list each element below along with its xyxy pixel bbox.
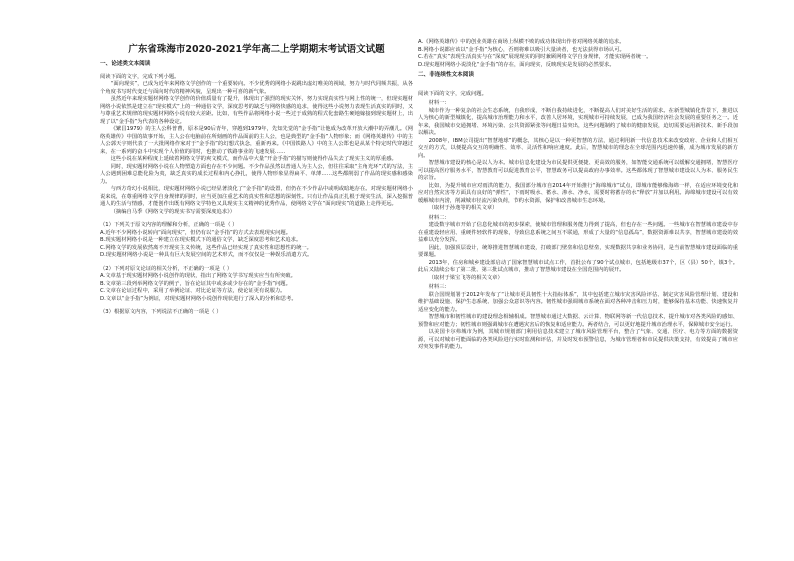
question-1: （1）下列关于原文内容的理解和分析，正确的一项是（ ） (100, 222, 238, 228)
material-3-label: 材料三： (428, 284, 450, 290)
article-paragraph: 同时，现实题材网络小说在人物塑造方面也存在不少问题。不少作品虽然以普通人为主人公，但往往采取“主角光环”式的写法，主人公遇到困难总能化险为夷，缺乏真实的成长过程和内心挣扎，使得人物形象显得扁平、单薄……这些都削弱了作品的现实感和感染力。 (100, 163, 413, 185)
material-1-label: 材料一： (428, 100, 450, 106)
document-title: 广东省珠海市2020-2021学年高二上学期期末考试语文试题 (128, 44, 385, 55)
question-1-option-d: D.现实题材网络小说是一种具有巨大发展空间的艺术形式，而不仅仅是一种娱乐消遣方式。 (100, 252, 313, 258)
material-2-source: （取材于梁宝飞等的相关文章） (428, 274, 503, 281)
question-1-option-c: C.网络文学的发展依然离不开现实主义传统，这些作品已经实现了真实性和思想性的统一。 (100, 244, 312, 251)
question-1-option-b: B.现实题材网络小说是一种建立在现实模式下的通俗文学，缺乏深度思考和艺术追求。 (100, 237, 302, 243)
material-3-paragraph: 以美国卡尔弗城市为例，其城市规划部门利用信息技术建立了城市风险管理平台，整合了气象、交通、医疗、电力等方面的数据资源，可以对城市可能面临的各类风险进行实时监测和评估，并及时发布预警信息，为城市管理者和市民提供决策支持，有效提高了城市应对突发事件的能力。 (418, 329, 738, 350)
question-2-option-c: C.文章在论证过程中，采用了举例论证、对比论证等方法，使论证更有说服力。 (100, 288, 286, 294)
instruction-text: 阅读下面的文字，完成问题。 (418, 90, 487, 97)
material-2-paragraph: 2013年，住房和城乡建设部启动了国家智慧城市试点工作，首批公布了90个试点城市，包括地级市37个，区（县）50个，镇3个。此后又陆续公布了第二批、第三批试点城市，推动了智慧城市建设在全国范围内的展开。 (418, 259, 738, 273)
article-source: （摘编自马季《网络文学的现实书写需要深度追求》） (110, 208, 236, 215)
question-3-option-c: C.若在“真实”表现生活真实与在“深度”展现现实的同时兼顾网络文学自身规律，才能实现两者统一。 (418, 54, 652, 60)
question-3-option-b: B.网络小说都应该以“金手指”为核心，否则将难以吸引大量读者，也无法获得市场认可。 (418, 46, 625, 53)
material-1-paragraph: 2008年，IBM公司提出“智慧地球”的概念，其核心是以一种更智慧的方法，通过利用新一代信息技术来改变政府、企业和人们相互交互的方式，以便提高交互的明确性、效率、灵活性和响应速度。此后，智慧城市的理念在全球范围内迅速传播，成为城市发展的新方向。 (418, 137, 738, 159)
article-paragraph: 《繁昌1979》的主人公科普曹，原本是90后青年，穿越到1979年，先知先觉的“金手指”让他成为改革开放大潮中的弄潮儿。《网络英雄传》中国的故事开始，主人公在电脑前在所刻画的作品面前的主人公，也是典型的“金手指”人物形象；而《网络英雄传》中的主人公郭天宇则代表了一大批网络作家对于“金手指”的幻想式执念，重新再来。《中国铁路人》中的主人公郑也是从某个特定时代穿越过来，在一系列的奋斗中实现个人价值的同时，也推动了铁路事业的飞速发展…… (100, 126, 413, 155)
material-3-paragraph: 联合国规划署于2012年发布了“让城市更具韧性十大指标体系”，其中包括建立城市灾害风险评估、制定灾害风险管理计划、建设和维护基础设施、保护生态系统、加强公众意识等内容。韧性城市强调城市系统在面对各种冲击和压力时，能够保持基本功能、快速恢复并适应变化的能力。 (418, 291, 738, 313)
material-1-paragraph: 比如，为提升城市应对雨洪的能力，我国部分城市自2014年开始推行“海绵城市”试点，即城市能够像海绵一样，在适应环境变化和应对自然灾害等方面具有良好的“弹性”，下雨时吸水、蓄水、渗水、净水，需要时将蓄存的水“释放”并加以利用。海绵城市建设可以有效缓解城市内涝，削减城市径流污染负荷，节约水资源，保护和改善城市生态环境。 (418, 182, 738, 204)
question-3: （3）根据原文内容，下列说法不正确的一项是（ ） (100, 309, 222, 315)
article-paragraph: 与西方奇幻小说相比，现实题材网络小说已经显著淡化了“金手指”的设置，但仍在不少作品中或明或暗地存在。对现实题材网络小说来说，在尊重网络文学自身规律的同时，应当更加注重艺术的真实性和思想的深刻性。只有让作品真正扎根于现实生活，深入挖掘普通人的生活与情感，才能创作出既有网络文学特色又具现实主义精神的优秀作品，使网络文学在“面向现实”的道路上走得更远。 (100, 186, 413, 207)
question-2-option-d: D.文章以“金手指”为例证，对现实题材网络小说创作现状进行了深入的分析和思考。 (100, 295, 297, 302)
instruction-text: 阅读下面的文字，完成下列小题。 (100, 73, 180, 80)
section-heading-1: 一、论述类文本阅读 (100, 61, 151, 67)
material-2-paragraph: 建设数字城市开始了信息化城市的初步探索，使城市管理和服务能力得到了提高，但也存在一些问题。一些城市在智慧城市建设中存在重建设轻应用、重硬件轻软件的现象，导致信息系统之间互不联通，形成了大量的“信息孤岛”，数据资源难以共享，智慧城市建设的效益难以充分发挥。 (418, 222, 738, 243)
question-2-option-b: B.文章第三段列举网络文学的例子，旨在论证其中或多或少存在的“金手指”问题。 (100, 280, 291, 287)
material-1-paragraph: 城市作为一种复杂的社会生态系统，自我形成，不断自我持续进化，不断提高人们对美好生活的需求。在新型城镇化背景下，推进以人为核心的新型城镇化，提高城市治理能力和水平，改善人居环境，实现城市可持续发展，已成为我国经济社会发展的重要任务之一。近年来，我国城市交通拥堵、环境污染、公共资源紧张等问题日益突出，这些问题制约了城市的健康发展，迫切需要运用新技术、新手段加以解决。 (418, 107, 738, 136)
left-column (100, 0, 413, 561)
article-intro: “面向现实”，已成为近年来网络文学创作的一个重要转向。不少优秀的网络小说跳出虚幻唯美的视域，努力与时代同频共振，从各个角度书写时代变迁与面向时代的精神风貌，呈现出一种可喜的新气象。 (100, 81, 413, 95)
material-3-paragraph: 智慧城市和韧性城市的建设理念相辅相成。智慧城市通过大数据、云计算、物联网等新一代信息技术，提升城市对各类风险的感知、预警和应对能力；韧性城市则强调城市在遭遇灾害后的恢复和适应能力。两者结合，可以更好地提升城市治理水平，保障城市安全运行。 (418, 314, 738, 328)
material-1-source: （取材于孙逸等的相关文章） (428, 205, 498, 211)
section-heading-2: 二、非连续性文本阅读 (418, 72, 474, 78)
material-1-paragraph: 智慧城市建设的核心是以人为本。城市信息化建设为市民提供更便捷、更高效的服务，如智能交通系统可以缓解交通拥堵，智慧医疗可以提高医疗服务水平，智慧教育可以促进教育公平，智慧政务可以提高政府办事效率。这些都体现了智慧城市建设以人为本、服务民生的宗旨。 (418, 160, 738, 181)
article-paragraph: 虽然近年来现实题材网络文学创作的价值质量有了提升，体现出了强烈的现实关怀，努力实现真实性与网上性的统一，但现实题材网络小说依然是建立在“现实模式”上的一种通俗文学，深度思考的缺乏与网络快感的追求，使得这些小说努力表现生活真实的同时，又与尊重艺术规律的现实题材网络小说有较大差距。比如，有些作品将网络小说一些过于成熟的程式化套路生硬地嫁接到现实题材上，出现了以“金手指”为代表的各种设定。 (100, 96, 413, 125)
right-column (418, 0, 738, 561)
question-3-option-d: D.现实题材网络小说淡化“金手指”的存在，面向现实，反映现实是发展的必然要求。 (418, 61, 615, 68)
question-2-option-a: A.文章基于现实题材网络小说创作的现状，指出了网络文学书写现实应当有所突破。 (100, 273, 296, 279)
question-3-option-a: A.《网络英雄传》中的创业英雄在商场上纵横不败的成功体现出作者对网络英雄的追求。 (418, 39, 625, 45)
article-paragraph: 这些小说在某种程度上延续着网络文学的爽文模式，而作品中大量“开金手指”的描写则使得作品失去了现实主义的厚重感。 (110, 156, 397, 162)
material-2-paragraph: 因此，加强顶层设计，统筹推进智慧城市建设，打破部门壁垒和信息壁垒，实现数据共享和业务协同，是当前智慧城市建设面临的重要课题。 (418, 244, 738, 258)
question-1-option-a: A.近年不少网络小说转向“面向现实”，但仍有以“金手指”的方式去表现现实问题。 (100, 229, 291, 236)
material-2-label: 材料二： (428, 214, 450, 221)
question-2: （2）下列对原文论证的相关分析，不正确的一项是（ ） (100, 265, 233, 272)
